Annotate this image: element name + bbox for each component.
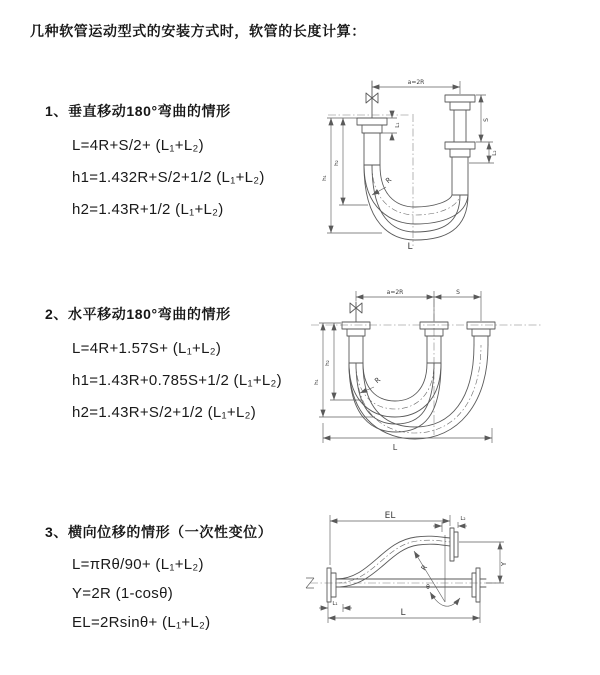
d3-label-el: EL — [384, 511, 396, 521]
section-1-formula-L: L=4R+S/2+ (L₁+L₂) — [72, 136, 204, 154]
d2-dim-a2r — [356, 289, 481, 321]
section-3-formula-EL: EL=2Rsinθ+ (L₁+L₂) — [72, 614, 211, 631]
section-1 — [45, 101, 265, 225]
d3-label-l2: L₂ — [460, 516, 466, 522]
section-3-formula-L: L=πRθ/90+ (L₁+L₂) — [72, 556, 204, 573]
d1-dim-h1 — [322, 118, 382, 233]
valve-icon — [350, 302, 362, 322]
d2-label-s: S — [456, 289, 460, 296]
d2-dim-l — [323, 423, 492, 452]
diagram-horizontal-180-bend — [303, 283, 600, 463]
section-2-formula-h1: h1=1.43R+0.785S+1/2 (L₁+L₂) — [72, 371, 282, 389]
d2-label-a2r: a=2R — [386, 289, 404, 296]
d1-label-h1: h₁ — [322, 175, 328, 181]
section-3 — [45, 522, 272, 637]
d3-dim-l — [328, 602, 480, 623]
d1-right-fitting — [445, 95, 475, 195]
page-title: 几种软管运动型式的安装方式时，软管的长度计算： — [30, 23, 366, 39]
d1-label-h2: h₂ — [334, 160, 340, 166]
d2-right-fitting — [467, 322, 495, 345]
d2-hose-arcs — [349, 345, 488, 439]
d1-dim-l1 — [381, 111, 401, 140]
d2-label-h1: h₁ — [314, 379, 320, 385]
d3-displaced-hose — [336, 528, 458, 587]
section-3-formula-Y: Y=2R (1-cosθ) — [72, 585, 174, 602]
section-1-formula-h1: h1=1.432R+S/2+1/2 (L₁+L₂) — [72, 168, 265, 186]
section-2-formula-h2: h2=1.43R+S/2+1/2 (L₁+L₂) — [72, 403, 257, 421]
d3-dim-l1 — [319, 601, 352, 612]
d3-label-l1: L₁ — [332, 601, 338, 607]
d3-label-r: R — [419, 563, 430, 573]
d3-dim-el — [330, 511, 450, 565]
section-1-formula-h2: h2=1.43R+1/2 (L₁+L₂) — [72, 200, 224, 218]
section-2-heading: 2、水平移动180°弯曲的情形 — [45, 306, 231, 322]
d2-label-h2: h₂ — [325, 360, 331, 366]
d3-centerline — [306, 578, 496, 588]
valve-icon — [366, 81, 378, 118]
d1-label-s: S — [483, 118, 490, 122]
d3-label-l-total: L — [400, 608, 406, 618]
diagram-lateral-displacement — [300, 505, 600, 655]
d3-label-theta: θ — [426, 584, 430, 591]
section-3-heading: 3、横向位移的情形（一次性变位） — [45, 524, 273, 540]
d2-dim-h2 — [319, 323, 361, 400]
d3-angle-construction — [414, 535, 460, 606]
section-2-formula-L: L=4R+1.57S+ (L₁+L₂) — [72, 339, 222, 357]
d2-left-fitting — [342, 322, 370, 363]
d1-label-a2r: a=2R — [407, 79, 425, 86]
d1-dim-l2 — [469, 142, 498, 163]
d1-label-l-total: L — [407, 242, 413, 252]
d1-radius-leader — [372, 176, 393, 195]
d2-dim-h1 — [314, 323, 375, 417]
d2-label-r: R — [373, 375, 383, 386]
d1-label-l1: L₁ — [395, 122, 401, 128]
diagram-vertical-180-bend — [310, 68, 600, 258]
d2-label-l-total: L — [392, 443, 398, 452]
d1-dim-a2r — [372, 79, 460, 94]
d2-dim-s — [434, 289, 481, 297]
d3-left-flange — [327, 568, 336, 602]
d1-label-l2: L₂ — [492, 150, 498, 156]
section-2 — [45, 304, 282, 428]
section-1-heading: 1、垂直移动180°弯曲的情形 — [45, 103, 231, 119]
d3-dim-y — [459, 542, 508, 583]
d3-label-y: Y — [500, 561, 508, 567]
d1-label-r: R — [384, 175, 394, 186]
d1-centerlines — [328, 114, 413, 246]
d1-dim-s — [476, 95, 493, 142]
d1-left-fitting — [357, 118, 387, 165]
